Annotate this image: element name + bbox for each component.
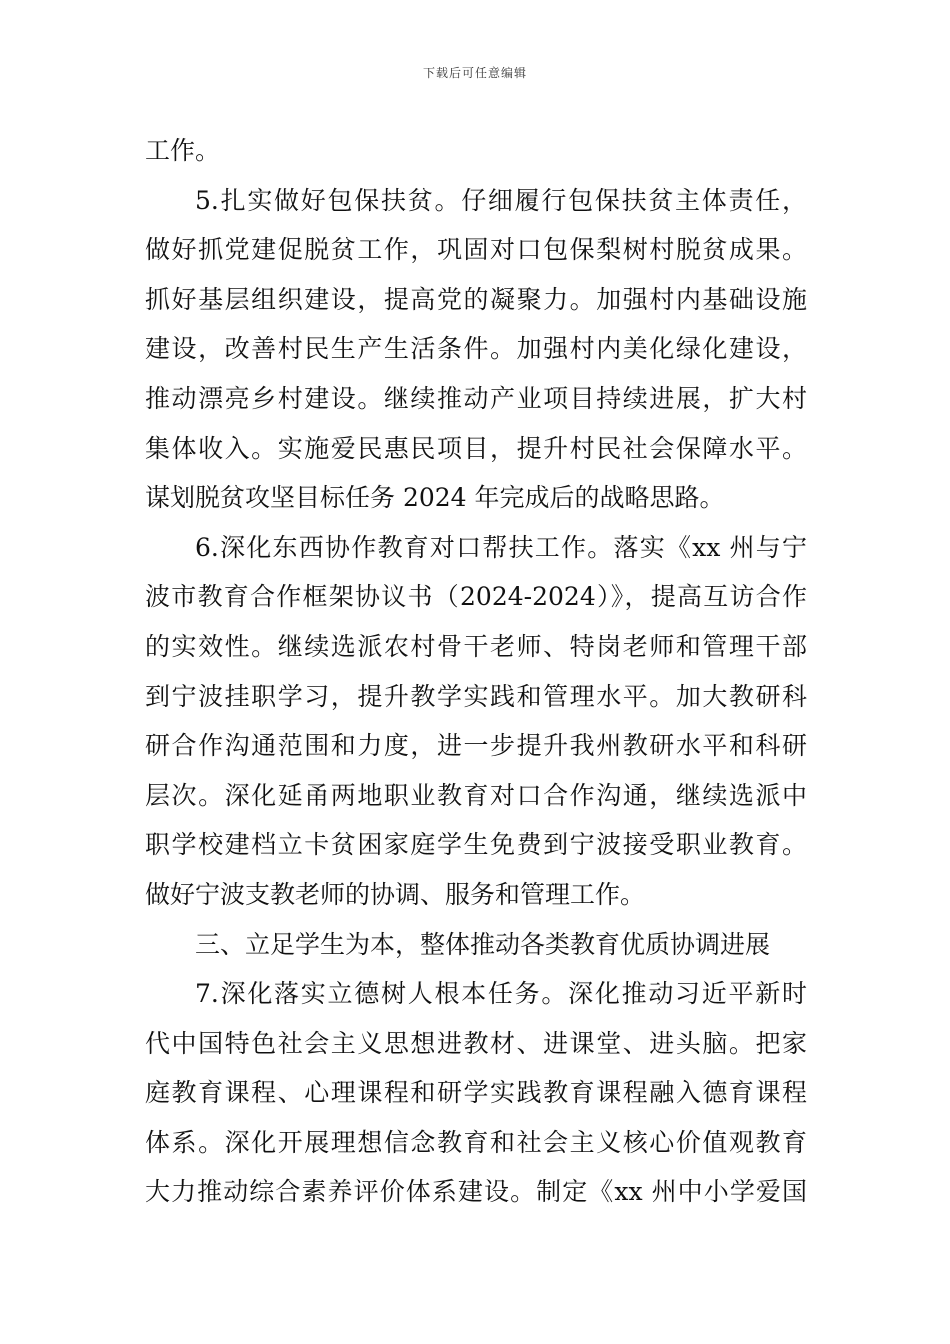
- text-line: 研合作沟通范围和力度，进一步提升我州教研水平和科研: [145, 731, 807, 761]
- text-line: 7.深化落实立德树人根本任务。深化推动习近平新时: [195, 979, 807, 1009]
- text-line: 集体收入。实施爱民惠民项目，提升村民社会保障水平。: [145, 433, 807, 463]
- text-line: 建设，改善村民生产生活条件。加强村内美化绿化建设，: [145, 334, 807, 364]
- text-line: 大力推动综合素养评价体系建设。制定《xx 州中小学爱国: [145, 1177, 807, 1207]
- text-line: 6.深化东西协作教育对口帮扶工作。落实《xx 州与宁: [195, 532, 807, 562]
- text-line: 推动漂亮乡村建设。继续推动产业项目持续进展，扩大村: [145, 383, 807, 413]
- text-line: 谋划脱贫攻坚目标任务 2024 年完成后的战略思路。: [145, 483, 725, 513]
- text-line: 做好宁波支教老师的协调、服务和管理工作。: [145, 879, 646, 909]
- text-line: 抓好基层组织建设，提高党的凝聚力。加强村内基础设施: [145, 284, 807, 314]
- document-body: [145, 126, 807, 1217]
- text-line: 层次。深化延甬两地职业教育对口合作沟通，继续选派中: [145, 780, 807, 810]
- text-line: 工作。: [145, 136, 221, 165]
- text-line: 职学校建档立卡贫困家庭学生免费到宁波接受职业教育。: [145, 830, 807, 860]
- text-line: 做好抓党建促脱贫工作，巩固对口包保梨树村脱贫成果。: [145, 235, 807, 265]
- text-line: 5.扎实做好包保扶贫。仔细履行包保扶贫主体责任，: [195, 185, 807, 215]
- text-line: 代中国特色社会主义思想进教材、进课堂、进头脑。把家: [145, 1028, 807, 1058]
- page-header: 下载后可任意编辑: [422, 66, 527, 80]
- text-line: 波市教育合作框架协议书（2024-2024）》，提高互访合作: [145, 582, 807, 612]
- text-line: 的实效性。继续选派农村骨干老师、特岗老师和管理干部: [145, 631, 807, 661]
- text-line: 庭教育课程、心理课程和研学实践教育课程融入德育课程: [145, 1078, 807, 1108]
- text-line: 三、立足学生为本，整体推动各类教育优质协调进展: [195, 929, 771, 959]
- text-line: 到宁波挂职学习，提升教学实践和管理水平。加大教研科: [145, 681, 807, 711]
- text-line: 体系。深化开展理想信念教育和社会主义核心价值观教育: [145, 1127, 807, 1157]
